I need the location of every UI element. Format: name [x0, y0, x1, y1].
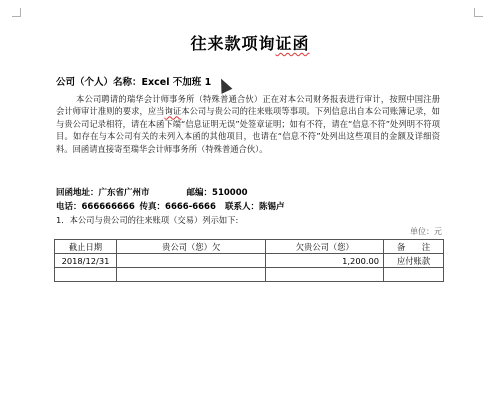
list-intro: 1．本公司与贵公司的往来账项（交易）列示如下: — [56, 215, 239, 225]
cell-remarks — [384, 268, 444, 282]
header-owed-to-you: 欠贵公司（您） — [266, 240, 384, 254]
contact-person-label: 联系人： — [225, 202, 260, 212]
phone-line — [56, 200, 285, 212]
table-header-row — [55, 240, 444, 254]
address-value: 广东省广州市 — [98, 188, 150, 198]
table-row — [55, 254, 444, 268]
address-label: 回函地址： — [56, 188, 99, 198]
title-spellcheck-word: 证函 — [275, 34, 310, 53]
header-owed-by-you: 贵公司（您）欠 — [116, 240, 265, 254]
crop-mark-top-right — [474, 8, 483, 17]
cell-owed-by-you — [116, 268, 265, 282]
cell-owed-to-you — [266, 268, 384, 282]
fax-label: 传真： — [139, 202, 166, 212]
cell-remarks: 应付账款 — [384, 254, 444, 268]
unit-label: 单位：元 — [410, 227, 442, 236]
table-row — [55, 268, 444, 282]
ledger-table — [54, 239, 444, 282]
title-prefix: 往来款项询 — [190, 34, 276, 53]
fax-value: 6666-6666 — [165, 202, 216, 212]
phone-value: 666666666 — [81, 202, 135, 212]
body-text-part1: 本公司聘请的瑞华会计师事务所（特殊普通合伙）正在对本公司财务报表进行审计，按照中国注册会计师审计准则的要求，应当 — [56, 94, 440, 117]
contact-person-value: 陈锡卢 — [259, 202, 285, 212]
cell-date: 2018/12/31 — [55, 254, 117, 268]
cell-date — [55, 268, 117, 282]
letter-body — [56, 93, 440, 155]
crop-mark-top-left — [12, 8, 21, 17]
phone-label: 电话： — [56, 202, 82, 212]
zip-label: 邮编： — [186, 188, 213, 198]
body-text-part2: 本公司与贵公司的往来账项等事项。下列信息出自本公司账簿记录，如与贵公司记录相符，请在本函下端“信息证明无误”处签章证明；如有不符，请在“信息不符”处列明不符项目。如存在与本公司有关的未列入本函的其他项目，也请在“信息不符”处列出这些项目的金额及详细资料。回函请直接寄至瑞华会计师事务所（特殊普通合伙）。 — [56, 106, 440, 154]
mouse-cursor-icon — [217, 77, 231, 92]
header-remarks: 备 注 — [384, 240, 444, 254]
document-title — [0, 31, 500, 54]
body-spellcheck-word: 询证 — [164, 106, 182, 117]
header-cutoff-date: 截止日期 — [55, 240, 117, 254]
cell-owed-to-you: 1,200.00 — [266, 254, 384, 268]
cell-owed-by-you — [116, 254, 265, 268]
recipient-name: 公司（个人）名称：Excel 不加班 1 — [56, 77, 212, 88]
zip-value: 510000 — [212, 188, 248, 198]
address-line — [56, 186, 248, 198]
